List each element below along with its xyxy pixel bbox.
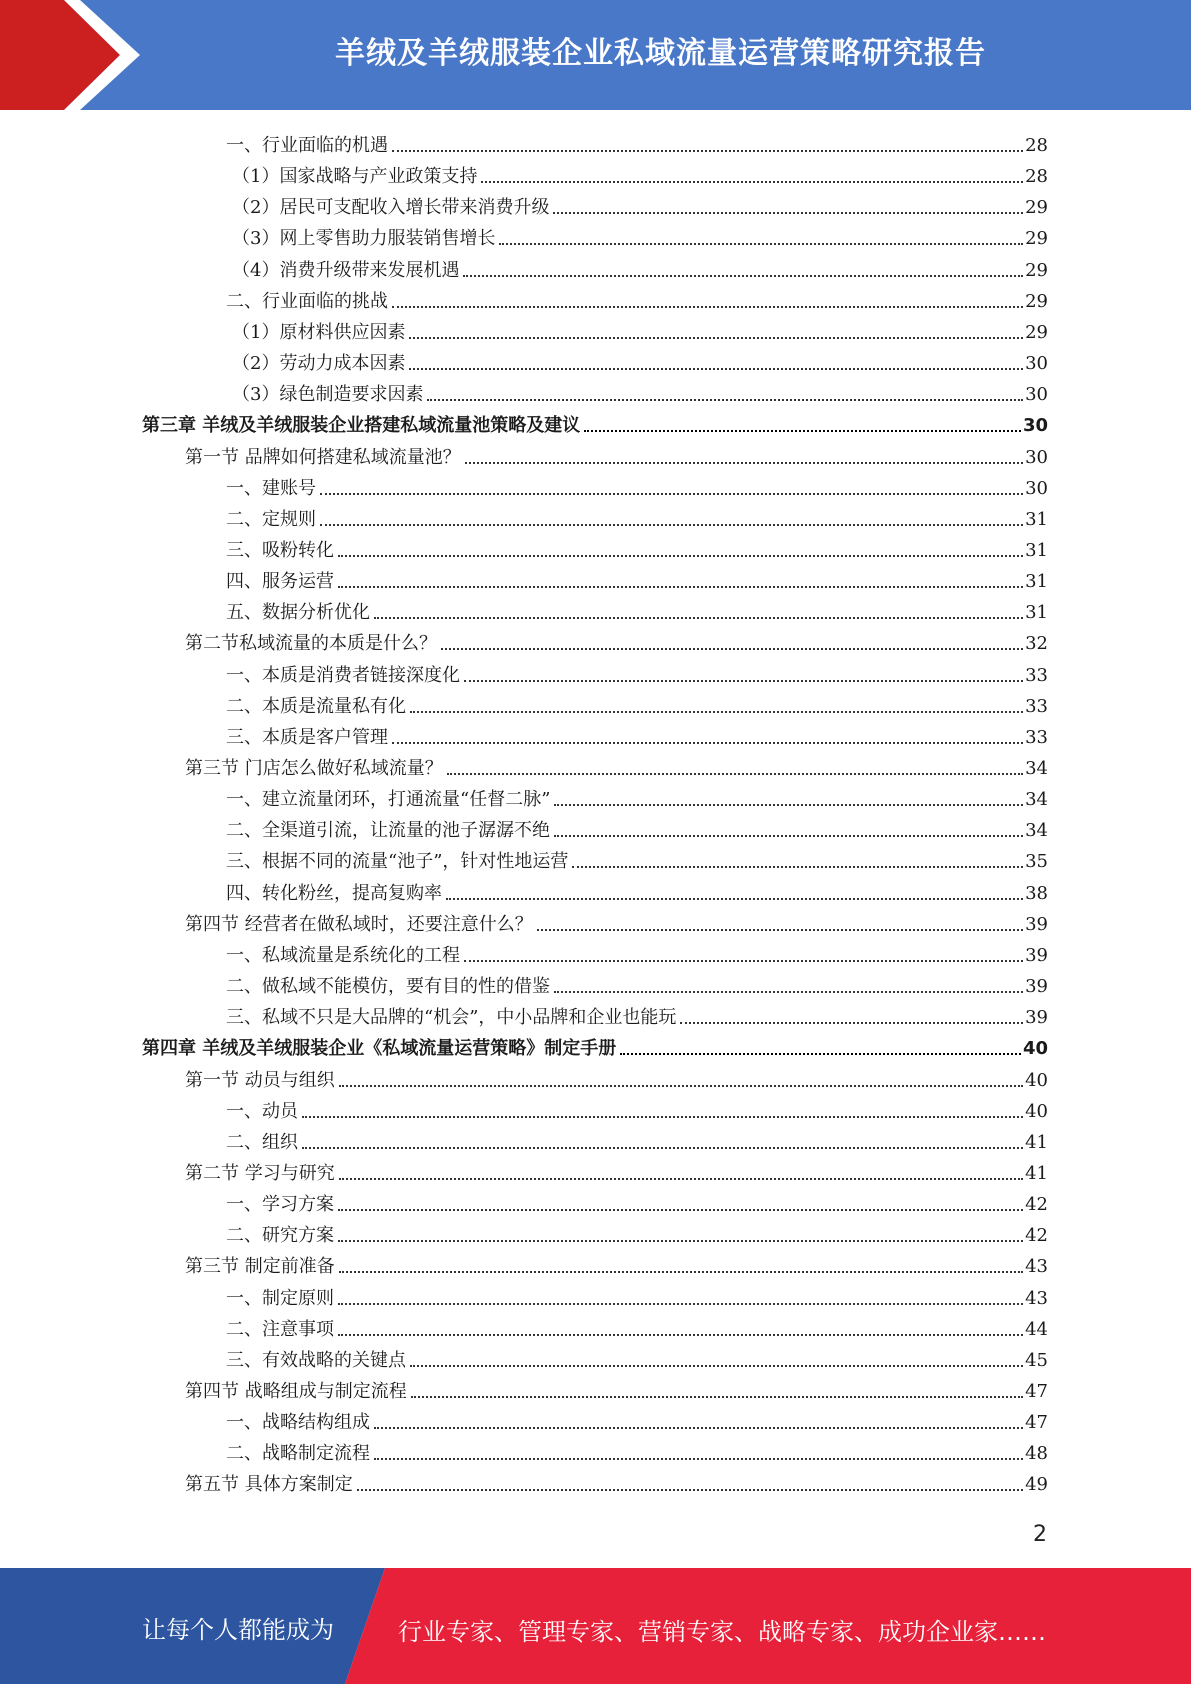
footer-slogan-right: 行业专家、管理专家、营销专家、战略专家、成功企业家……: [398, 1618, 1046, 1646]
toc-entry-page: 38: [1025, 882, 1048, 904]
toc-entry-label: 一、战略结构组成: [226, 1412, 370, 1434]
toc-leader-dots: [465, 462, 1023, 464]
toc-leader-dots: [338, 586, 1023, 588]
toc-leader-dots: [338, 1240, 1023, 1242]
toc-entry-label: 二、组织: [226, 1131, 298, 1153]
toc-entry-page: 31: [1025, 539, 1048, 561]
toc-entry-label: （4）消费升级带来发展机遇: [232, 259, 460, 281]
toc-subsection-entry[interactable]: [226, 1403, 1048, 1434]
toc-subsection-entry[interactable]: [232, 375, 1048, 406]
page-number: 2: [1033, 1522, 1047, 1547]
toc-leader-dots: [680, 1022, 1023, 1024]
toc-entry-label: （3）网上零售助力服装销售增长: [232, 228, 496, 250]
toc-section-entry[interactable]: [185, 438, 1048, 469]
toc-leader-dots: [411, 1396, 1023, 1398]
toc-entry-label: （1）国家战略与产业政策支持: [232, 166, 478, 188]
toc-entry-page: 48: [1025, 1443, 1048, 1465]
toc-leader-dots: [339, 1178, 1023, 1180]
toc-entry-page: 30: [1022, 415, 1048, 437]
toc-entry-page: 29: [1025, 228, 1048, 250]
toc-leader-dots: [374, 1458, 1023, 1460]
toc-entry-label: 一、学习方案: [226, 1194, 334, 1216]
toc-subsection-entry[interactable]: [226, 1434, 1048, 1465]
toc-entry-page: 30: [1025, 384, 1048, 406]
toc-entry-label: 第四节 战略组成与制定流程: [185, 1381, 407, 1402]
toc-subsection-entry[interactable]: [226, 656, 1048, 687]
toc-entry-page: 34: [1025, 789, 1048, 811]
toc-entry-label: （2）劳动力成本因素: [232, 353, 406, 375]
toc-leader-dots: [499, 243, 1023, 245]
toc-entry-page: 28: [1025, 166, 1048, 188]
toc-entry-page: 41: [1025, 1131, 1048, 1153]
toc-entry-label: 二、行业面临的挑战: [226, 290, 388, 312]
toc-entry-page: 34: [1025, 758, 1048, 779]
toc-subsection-entry[interactable]: [226, 593, 1048, 624]
toc-entry-page: 30: [1025, 477, 1048, 499]
toc-entry-page: 42: [1025, 1225, 1048, 1247]
toc-leader-dots: [338, 1209, 1023, 1211]
toc-entry-page: 43: [1025, 1287, 1048, 1309]
toc-section-entry[interactable]: [185, 749, 1048, 780]
toc-leader-dots: [357, 1489, 1023, 1491]
toc-entry-label: 第四节 经营者在做私域时，还要注意什么？: [185, 913, 533, 935]
toc-leader-dots: [554, 991, 1023, 993]
toc-entry-label: 一、动员: [226, 1100, 298, 1122]
toc-leader-dots: [302, 1116, 1023, 1118]
toc-section-entry[interactable]: [185, 1465, 1048, 1496]
toc-entry-label: 一、建账号: [226, 477, 316, 499]
toc-leader-dots: [320, 524, 1023, 526]
toc-entry-label: 第二节 学习与研究: [185, 1162, 335, 1184]
toc-subsection-entry[interactable]: [226, 842, 1048, 873]
toc-leader-dots: [427, 399, 1023, 401]
toc-section-entry[interactable]: [185, 1247, 1048, 1278]
toc-entry-label: 第三章 羊绒及羊绒服装企业搭建私域流量池策略及建议: [142, 415, 581, 437]
toc-entry-page: 47: [1025, 1381, 1048, 1402]
toc-leader-dots: [409, 368, 1023, 370]
toc-entry-page: 44: [1025, 1318, 1048, 1340]
toc-entry-page: 29: [1025, 290, 1048, 312]
toc-entry-label: 第三节 制定前准备: [185, 1256, 335, 1278]
toc-entry-label: 第一节 动员与组织: [185, 1069, 335, 1091]
toc-entry-label: 二、注意事项: [226, 1318, 334, 1340]
toc-entry-label: 二、做私域不能模仿，要有目的性的借鉴: [226, 976, 550, 998]
toc-subsection-entry[interactable]: [226, 811, 1048, 842]
toc-entry-page: 45: [1025, 1349, 1048, 1371]
toc-entry-label: 三、本质是客户管理: [226, 726, 388, 748]
toc-entry-label: 一、私域流量是系统化的工程: [226, 944, 460, 966]
toc-entry-label: 五、数据分析优化: [226, 602, 370, 624]
toc-entry-label: 第一节 品牌如何搭建私域流量池？: [185, 446, 461, 468]
toc-leader-dots: [447, 773, 1023, 775]
toc-subsection-entry[interactable]: [226, 1310, 1048, 1341]
toc-subsection-entry[interactable]: [226, 1123, 1048, 1154]
toc-leader-dots: [537, 929, 1023, 931]
toc-leader-dots: [410, 711, 1023, 713]
toc-leader-dots: [302, 1147, 1023, 1149]
toc-leader-dots: [409, 337, 1023, 339]
toc-leader-dots: [374, 1427, 1023, 1429]
toc-leader-dots: [339, 1085, 1023, 1087]
toc-entry-page: 30: [1025, 353, 1048, 375]
toc-subsection-entry[interactable]: [226, 1216, 1048, 1247]
toc-leader-dots: [441, 648, 1023, 650]
toc-section-entry[interactable]: [185, 1154, 1048, 1185]
page-footer: [0, 1568, 1191, 1684]
toc-leader-dots: [464, 680, 1023, 682]
footer-slogan-left: 让每个人都能成为: [142, 1616, 334, 1644]
toc-leader-dots: [392, 742, 1023, 744]
toc-entry-page: 33: [1025, 695, 1048, 717]
toc-entry-label: 二、战略制定流程: [226, 1443, 370, 1465]
toc-subsection-entry[interactable]: [226, 718, 1048, 749]
toc-entry-label: 三、吸粉转化: [226, 539, 334, 561]
toc-section-entry[interactable]: [185, 624, 1048, 655]
toc-leader-dots: [392, 306, 1023, 308]
toc-entry-page: 29: [1025, 321, 1048, 343]
toc-entry-label: 一、制定原则: [226, 1287, 334, 1309]
toc-entry-page: 29: [1025, 197, 1048, 219]
toc-subsection-entry[interactable]: [232, 313, 1048, 344]
toc-entry-label: 一、行业面临的机遇: [226, 135, 388, 156]
toc-entry-page: 40: [1025, 1069, 1048, 1091]
toc-leader-dots: [392, 150, 1023, 152]
toc-subsection-entry[interactable]: [226, 469, 1048, 500]
toc-entry-page: 39: [1025, 1007, 1048, 1029]
toc-entry-page: 39: [1025, 944, 1048, 966]
toc-subsection-entry[interactable]: [226, 780, 1048, 811]
toc-subsection-entry[interactable]: [226, 936, 1048, 967]
toc-entry-label: 二、本质是流量私有化: [226, 695, 406, 717]
toc-leader-dots: [464, 960, 1023, 962]
toc-entry-label: 第五节 具体方案制定: [185, 1474, 353, 1496]
toc-entry-label: 二、全渠道引流，让流量的池子潺潺不绝: [226, 820, 550, 842]
toc-leader-dots: [374, 617, 1023, 619]
toc-subsection-entry[interactable]: [226, 874, 1048, 905]
toc-subsection-entry[interactable]: [226, 562, 1048, 593]
toc-leader-dots: [339, 1271, 1023, 1273]
toc-entry-page: 31: [1025, 571, 1048, 593]
toc-leader-dots: [553, 212, 1023, 214]
toc-leader-dots: [584, 430, 1021, 432]
toc-entry-page: 40: [1022, 1038, 1048, 1060]
toc-entry-page: 43: [1025, 1256, 1048, 1278]
toc-leader-dots: [463, 275, 1023, 277]
toc-subsection-entry[interactable]: [232, 251, 1048, 282]
toc-leader-dots: [554, 835, 1023, 837]
toc-subsection-entry[interactable]: [226, 687, 1048, 718]
toc-chapter-entry[interactable]: [142, 406, 1048, 437]
toc-subsection-entry[interactable]: [226, 1185, 1048, 1216]
toc-subsection-entry[interactable]: [226, 126, 1048, 157]
toc-entry-label: 三、根据不同的流量“池子”，针对性地运营: [226, 851, 569, 873]
toc-entry-page: 33: [1025, 664, 1048, 686]
toc-entry-page: 40: [1025, 1100, 1048, 1122]
toc-leader-dots: [554, 804, 1023, 806]
toc-leader-dots: [320, 493, 1023, 495]
toc-entry-label: （3）绿色制造要求因素: [232, 384, 424, 406]
toc-entry-label: 一、本质是消费者链接深度化: [226, 664, 460, 686]
report-title: 羊绒及羊绒服装企业私域流量运营策略研究报告: [335, 36, 986, 71]
toc-entry-label: 第二节私域流量的本质是什么？: [185, 633, 437, 655]
toc-leader-dots: [338, 1303, 1023, 1305]
toc-entry-page: 35: [1025, 851, 1048, 873]
toc-leader-dots: [572, 866, 1023, 868]
toc-entry-page: 29: [1025, 259, 1048, 281]
toc-subsection-entry[interactable]: [226, 1341, 1048, 1372]
toc-entry-label: 四、服务运营: [226, 571, 334, 593]
toc-entry-page: 39: [1025, 976, 1048, 998]
toc-section-entry[interactable]: [185, 1372, 1048, 1403]
toc-entry-label: 二、研究方案: [226, 1225, 334, 1247]
toc-leader-dots: [481, 181, 1023, 183]
toc-entry-page: 28: [1025, 135, 1048, 156]
toc-entry-page: 41: [1025, 1162, 1048, 1184]
header-arrow-decoration: [0, 0, 160, 110]
toc-entry-page: 31: [1025, 602, 1048, 624]
toc-subsection-entry[interactable]: [226, 1279, 1048, 1310]
toc-entry-page: 33: [1025, 726, 1048, 748]
toc-leader-dots: [446, 898, 1023, 900]
toc-entry-label: （1）原材料供应因素: [232, 321, 406, 343]
toc-subsection-entry[interactable]: [232, 157, 1048, 188]
toc-entry-label: 第三节 门店怎么做好私域流量？: [185, 758, 443, 779]
toc-entry-label: （2）居民可支配收入增长带来消费升级: [232, 197, 550, 219]
toc-chapter-entry[interactable]: [142, 1029, 1048, 1060]
toc-entry-page: 34: [1025, 820, 1048, 842]
toc-entry-page: 31: [1025, 508, 1048, 530]
toc-section-entry[interactable]: [185, 905, 1048, 936]
toc-entry-page: 30: [1025, 446, 1048, 468]
toc-entry-label: 三、有效战略的关键点: [226, 1349, 406, 1371]
toc-entry-page: 47: [1025, 1412, 1048, 1434]
toc-subsection-entry[interactable]: [226, 531, 1048, 562]
toc-entry-page: 42: [1025, 1194, 1048, 1216]
toc-subsection-entry[interactable]: [226, 967, 1048, 998]
toc-subsection-entry[interactable]: [226, 282, 1048, 313]
toc-subsection-entry[interactable]: [232, 219, 1048, 250]
toc-entry-page: 32: [1025, 633, 1048, 655]
toc-leader-dots: [410, 1365, 1023, 1367]
toc-subsection-entry[interactable]: [226, 1092, 1048, 1123]
toc-subsection-entry[interactable]: [232, 344, 1048, 375]
toc-section-entry[interactable]: [185, 1061, 1048, 1092]
toc-entry-label: 第四章 羊绒及羊绒服装企业《私域流量运营策略》制定手册: [142, 1038, 617, 1060]
toc-entry-page: 39: [1025, 913, 1048, 935]
toc-leader-dots: [338, 1334, 1023, 1336]
page-header: [0, 0, 1191, 110]
toc-entry-label: 一、建立流量闭环，打通流量“任督二脉”: [226, 789, 551, 811]
toc-entry-label: 四、转化粉丝，提高复购率: [226, 882, 442, 904]
toc-leader-dots: [620, 1053, 1021, 1055]
toc-entry-page: 49: [1025, 1474, 1048, 1496]
toc-entry-label: 三、私域不只是大品牌的“机会”，中小品牌和企业也能玩: [226, 1007, 677, 1029]
toc-subsection-entry[interactable]: [226, 500, 1048, 531]
toc-subsection-entry[interactable]: [226, 998, 1048, 1029]
toc-entry-label: 二、定规则: [226, 508, 316, 530]
toc-subsection-entry[interactable]: [232, 188, 1048, 219]
toc-leader-dots: [338, 555, 1023, 557]
